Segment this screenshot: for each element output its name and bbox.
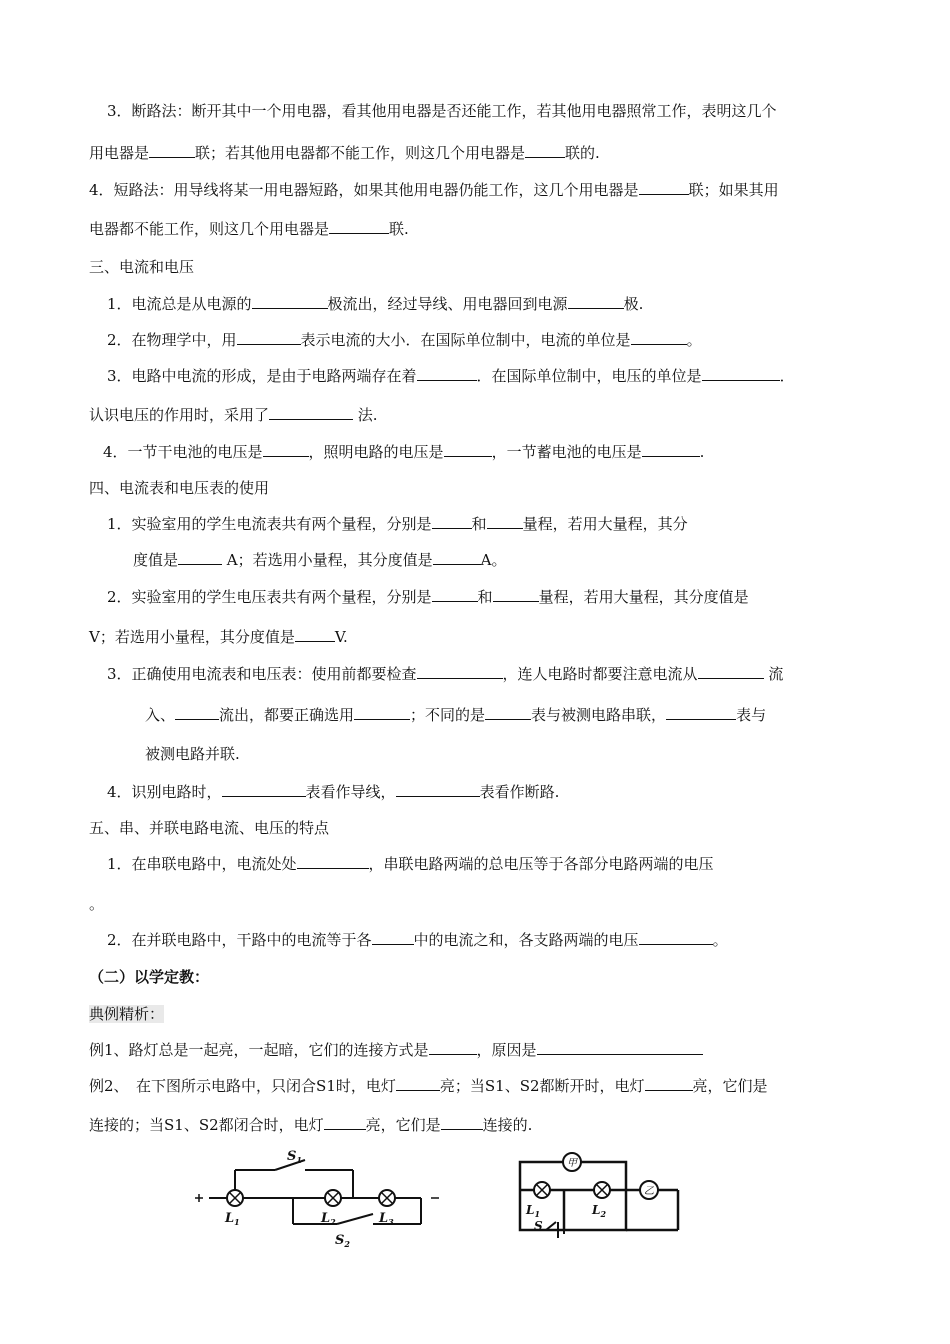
blank[interactable] <box>295 627 335 642</box>
circuit-diagram-2 <box>506 1150 686 1246</box>
blank[interactable] <box>698 664 764 679</box>
item-3-line-2: 用电器是 联；若其他用电器都不能工作，则这几个用电器是 联的. <box>89 144 600 162</box>
blank[interactable] <box>222 782 306 797</box>
blank[interactable] <box>175 705 219 720</box>
blank[interactable] <box>178 550 222 565</box>
blank[interactable] <box>149 143 195 158</box>
section-5-heading: 五、串、并联电路电流、电压的特点 <box>89 819 330 837</box>
blank[interactable] <box>441 1115 483 1130</box>
blank[interactable] <box>252 294 328 309</box>
label-s2: $S_2$ <box>335 1233 350 1249</box>
s4-q4: 4．识别电路时， 表看作导线， 表看作断路. <box>107 783 560 801</box>
blank[interactable] <box>396 1076 440 1091</box>
s5-q1-line-1: 1．在串联电路中，电流处处 ，串联电路两端的总电压等于各部分电路两端的电压 <box>107 855 714 873</box>
s4-q1-line-1: 1．实验室用的学生电流表共有两个量程，分别是 和 量程，若用大量程，其分 <box>107 515 688 533</box>
circuit-diagram-1 <box>195 1150 445 1250</box>
blank[interactable] <box>639 930 713 945</box>
label-l3: $L_3$ <box>379 1211 394 1227</box>
blank[interactable] <box>537 1040 703 1055</box>
example-label: 典例精析： <box>89 1005 165 1023</box>
switch-s2-blade <box>337 1214 373 1224</box>
blank[interactable] <box>237 330 301 345</box>
example-2-line-1: 例2、 在下图所示电路中，只闭合S1时，电灯 亮；当S1、S2都断开时，电灯 亮，它们是 <box>89 1077 768 1095</box>
blank[interactable] <box>568 294 624 309</box>
blank[interactable] <box>432 514 472 529</box>
label-s: S <box>534 1219 543 1233</box>
blank[interactable] <box>297 854 369 869</box>
blank[interactable] <box>666 705 736 720</box>
label-yi: 乙 <box>644 1186 654 1197</box>
blank[interactable] <box>433 550 481 565</box>
section-3-heading: 三、电流和电压 <box>89 258 195 276</box>
section-teaching-heading: （二）以学定教： <box>89 968 210 986</box>
blank[interactable] <box>269 405 353 420</box>
blank[interactable] <box>487 514 523 529</box>
s3-q3-line-1: 3．电路中电流的形成，是由于电路两端存在着 ．在国际单位制中，电压的单位是 ． <box>107 367 795 385</box>
blank[interactable] <box>631 330 687 345</box>
example-1: 例1、路灯总是一起亮，一起暗，它们的连接方式是 ，原因是 <box>89 1040 703 1060</box>
blank[interactable] <box>417 664 503 679</box>
blank[interactable] <box>493 587 539 602</box>
blank[interactable] <box>432 587 478 602</box>
s3-q3-line-2: 认识电压的作用时，采用了 法. <box>89 406 378 424</box>
blank[interactable] <box>642 442 700 457</box>
blank[interactable] <box>645 1076 693 1091</box>
label-l1: $L_1$ <box>526 1203 541 1219</box>
s4-q3-line-3: 被测电路并联. <box>145 745 240 763</box>
blank[interactable] <box>444 442 492 457</box>
example-2-line-2: 连接的；当S1、S2都闭合时，电灯 亮，它们是 连接的. <box>89 1116 533 1134</box>
s4-q2-line-2: V；若选用小量程，其分度值是 V. <box>89 628 348 646</box>
item-4-line-1: 4．短路法：用导线将某一用电器短路，如果其他用电器仍能工作，这几个用电器是 联；如果其用 <box>89 181 779 199</box>
blank[interactable] <box>417 366 477 381</box>
blank[interactable] <box>324 1115 366 1130</box>
label-jia: 甲 <box>567 1158 577 1169</box>
section-4-heading: 四、电流表和电压表的使用 <box>89 479 270 497</box>
s4-q3-line-2: 入、 流出，都要正确选用 ；不同的是 表与被测电路串联， 表与 <box>145 706 767 724</box>
label-l2: $L_2$ <box>592 1203 607 1219</box>
s4-q3-line-1: 3．正确使用电流表和电压表：使用前都要检查 ，连人电路时都要注意电流从 流 <box>107 665 784 683</box>
blank[interactable] <box>429 1040 477 1055</box>
s5-q2: 2．在并联电路中，干路中的电流等于各 中的电流之和，各支路两端的电压 。 <box>107 931 728 949</box>
label-l1: $L_1$ <box>225 1211 240 1227</box>
blank[interactable] <box>485 705 531 720</box>
item-3-line-1: 3．断路法：断开其中一个用电器，看其他用电器是否还能工作，若其他用电器照常工作，表明这几个 <box>107 102 777 120</box>
item-4-line-2: 电器都不能工作，则这几个用电器是 联. <box>89 220 409 238</box>
blank[interactable] <box>639 180 689 195</box>
blank[interactable] <box>396 782 480 797</box>
s3-q4: 4．一节干电池的电压是 ，照明电路的电压是 ，一节蓄电池的电压是 . <box>103 443 705 461</box>
s3-q2: 2．在物理学中，用 表示电流的大小．在国际单位制中，电流的单位是 。 <box>107 331 702 349</box>
s4-q1-line-2: 度值是 A；若选用小量程，其分度值是 A。 <box>133 551 507 569</box>
blank[interactable] <box>525 143 565 158</box>
label-s1: $S_1$ <box>287 1150 302 1165</box>
label-l2: $L_2$ <box>321 1211 336 1227</box>
s5-q1-line-2: 。 <box>89 895 105 913</box>
blank[interactable] <box>329 219 389 234</box>
blank[interactable] <box>372 930 414 945</box>
blank[interactable] <box>702 366 780 381</box>
s3-q1: 1．电流总是从电源的 极流出，经过导线、用电器回到电源 极. <box>107 295 644 313</box>
blank[interactable] <box>263 442 309 457</box>
s4-q2-line-1: 2．实验室用的学生电压表共有两个量程，分别是 和 量程，若用大量程，其分度值是 <box>107 588 749 606</box>
blank[interactable] <box>354 705 410 720</box>
